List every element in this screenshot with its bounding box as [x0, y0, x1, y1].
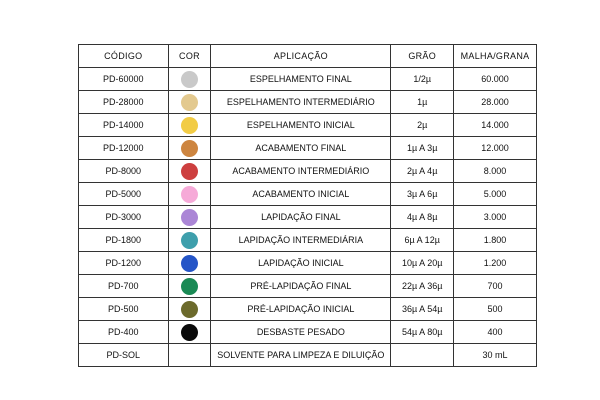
mesh-cell: 28.000	[454, 91, 537, 114]
color-cell	[168, 229, 211, 252]
grain-cell: 1µ A 3µ	[391, 137, 454, 160]
table-row	[79, 91, 537, 114]
color-cell	[168, 68, 211, 91]
code-cell: PD-60000	[79, 68, 169, 91]
table-body	[79, 68, 537, 367]
header-grain: GRÃO	[391, 45, 454, 68]
code-cell: PD-1800	[79, 229, 169, 252]
color-cell	[168, 183, 211, 206]
grain-cell: 54µ A 80µ	[391, 321, 454, 344]
code-cell: PD-500	[79, 298, 169, 321]
table-row	[79, 252, 537, 275]
code-cell: PD-3000	[79, 206, 169, 229]
code-cell: PD-400	[79, 321, 169, 344]
header-mesh: MALHA/GRANA	[454, 45, 537, 68]
table-row	[79, 275, 537, 298]
grain-cell: 10µ A 20µ	[391, 252, 454, 275]
mesh-cell: 1.200	[454, 252, 537, 275]
code-cell: PD-28000	[79, 91, 169, 114]
grain-cell: 3µ A 6µ	[391, 183, 454, 206]
grain-cell: 1µ	[391, 91, 454, 114]
application-cell: LAPIDAÇÃO INTERMEDIÁRIA	[211, 229, 391, 252]
mesh-cell: 5.000	[454, 183, 537, 206]
grain-cell: 4µ A 8µ	[391, 206, 454, 229]
grain-cell: 36µ A 54µ	[391, 298, 454, 321]
color-cell	[168, 298, 211, 321]
color-cell	[168, 137, 211, 160]
color-swatch	[181, 163, 198, 180]
table-row	[79, 114, 537, 137]
color-cell	[168, 160, 211, 183]
code-cell: PD-14000	[79, 114, 169, 137]
header-code: CÓDIGO	[79, 45, 169, 68]
color-cell	[168, 321, 211, 344]
application-cell: LAPIDAÇÃO FINAL	[211, 206, 391, 229]
application-cell: PRÉ-LAPIDAÇÃO INICIAL	[211, 298, 391, 321]
grain-cell: 1/2µ	[391, 68, 454, 91]
table-row	[79, 68, 537, 91]
application-cell: SOLVENTE PARA LIMPEZA E DILUIÇÃO	[211, 344, 391, 367]
color-swatch	[181, 278, 198, 295]
color-swatch	[181, 117, 198, 134]
color-cell	[168, 114, 211, 137]
mesh-cell: 3.000	[454, 206, 537, 229]
header-color: COR	[168, 45, 211, 68]
mesh-cell: 30 mL	[454, 344, 537, 367]
grain-cell	[391, 344, 454, 367]
table-row	[79, 321, 537, 344]
color-swatch	[181, 301, 198, 318]
color-swatch	[181, 71, 198, 88]
mesh-cell: 400	[454, 321, 537, 344]
application-cell: ESPELHAMENTO FINAL	[211, 68, 391, 91]
header-application: APLICAÇÃO	[211, 45, 391, 68]
table-row	[79, 229, 537, 252]
application-cell: LAPIDAÇÃO INICIAL	[211, 252, 391, 275]
grain-cell: 2µ A 4µ	[391, 160, 454, 183]
grain-cell: 6µ A 12µ	[391, 229, 454, 252]
table-row	[79, 160, 537, 183]
code-cell: PD-8000	[79, 160, 169, 183]
mesh-cell: 14.000	[454, 114, 537, 137]
application-cell: ESPELHAMENTO INICIAL	[211, 114, 391, 137]
color-cell	[168, 252, 211, 275]
code-cell: PD-5000	[79, 183, 169, 206]
mesh-cell: 60.000	[454, 68, 537, 91]
header-row	[79, 45, 537, 68]
table-row	[79, 298, 537, 321]
table-row	[79, 137, 537, 160]
grain-cell: 2µ	[391, 114, 454, 137]
color-cell	[168, 91, 211, 114]
code-cell: PD-1200	[79, 252, 169, 275]
mesh-cell: 1.800	[454, 229, 537, 252]
color-swatch	[181, 255, 198, 272]
mesh-cell: 700	[454, 275, 537, 298]
color-cell	[168, 275, 211, 298]
color-cell	[168, 344, 211, 367]
application-cell: PRÉ-LAPIDAÇÃO FINAL	[211, 275, 391, 298]
color-swatch	[181, 232, 198, 249]
color-swatch	[181, 209, 198, 226]
application-cell: ESPELHAMENTO INTERMEDIÁRIO	[211, 91, 391, 114]
code-cell: PD-SOL	[79, 344, 169, 367]
color-swatch	[181, 94, 198, 111]
code-cell: PD-700	[79, 275, 169, 298]
table-row	[79, 344, 537, 367]
code-cell: PD-12000	[79, 137, 169, 160]
application-cell: ACABAMENTO INTERMEDIÁRIO	[211, 160, 391, 183]
color-swatch	[181, 186, 198, 203]
application-cell: ACABAMENTO INICIAL	[211, 183, 391, 206]
application-cell: DESBASTE PESADO	[211, 321, 391, 344]
products-table	[78, 44, 537, 367]
grain-cell: 22µ A 36µ	[391, 275, 454, 298]
mesh-cell: 12.000	[454, 137, 537, 160]
color-cell	[168, 206, 211, 229]
color-swatch	[181, 140, 198, 157]
table-row	[79, 206, 537, 229]
color-swatch	[181, 324, 198, 341]
application-cell: ACABAMENTO FINAL	[211, 137, 391, 160]
mesh-cell: 500	[454, 298, 537, 321]
mesh-cell: 8.000	[454, 160, 537, 183]
table-row	[79, 183, 537, 206]
